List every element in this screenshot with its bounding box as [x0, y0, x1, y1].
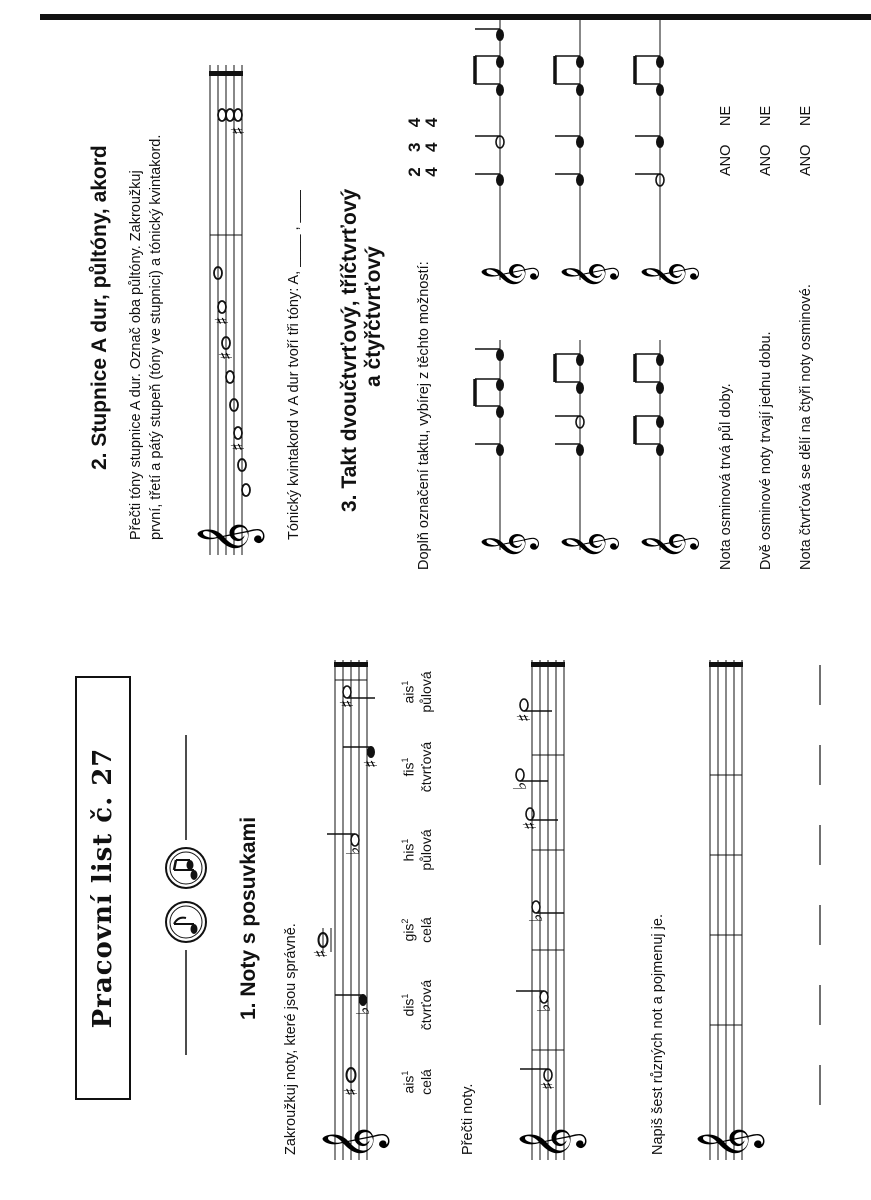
svg-text:♭: ♭ [534, 1003, 555, 1012]
svg-text:♯: ♯ [520, 821, 541, 830]
svg-text:𝄞: 𝄞 [641, 261, 697, 290]
note-label: his$^1$ půlová [400, 829, 434, 871]
svg-text:𝄞: 𝄞 [561, 261, 617, 290]
staff-3-empty[interactable] [680, 660, 860, 1180]
svg-text:♯: ♯ [337, 699, 358, 708]
ex2-chord-prompt: Tónický kvintakord v A dur tvoří tři tóny: A, ____ , ____ [286, 190, 302, 540]
svg-text:𝄞: 𝄞 [481, 261, 537, 290]
svg-text:♭: ♭ [353, 1006, 374, 1015]
question-2: Dvě osminové noty trvají jednu dobu. [758, 331, 774, 570]
svg-text:♯: ♯ [514, 713, 535, 722]
ex2-heading: 2. Stupnice A dur, půltóny, akord [88, 145, 111, 470]
svg-text:♯: ♯ [538, 1081, 559, 1090]
note-label: ais$^1$ půlová [400, 671, 434, 713]
answer-yes[interactable]: ANO [718, 144, 734, 176]
ex3-heading-1: 3. Takt dvoučtvrťový, tříčtvrťový [338, 188, 361, 512]
svg-text:♯: ♯ [228, 442, 249, 451]
read-instruction: Přečti noty. [460, 1083, 476, 1155]
ex1-heading: 1. Noty s posuvkami [237, 816, 260, 1020]
svg-text:♯: ♯ [341, 1087, 362, 1096]
treble-clef-icon: 𝄞 [322, 1126, 387, 1160]
eighth-pair-icon [166, 848, 206, 888]
treble-clef-icon: 𝄞 [197, 521, 262, 555]
ex1-instruction: Zakroužkuj noty, které jsou správně. [283, 923, 299, 1155]
ex3-heading-2: a čtyřčtvrťový [362, 246, 385, 387]
note-label: fis$^1$ čtvrťová [400, 741, 434, 793]
rhythm-exercises [455, 20, 700, 580]
svg-text:♯: ♯ [228, 126, 249, 135]
svg-text:♭: ♭ [510, 781, 531, 790]
svg-text:𝄞: 𝄞 [561, 531, 617, 560]
svg-text:𝄞: 𝄞 [641, 531, 697, 560]
staff-1 [305, 660, 395, 1180]
ex2-instruction-1: Přečti tóny stupnice A dur. Označ oba půltóny. Zakroužkuj [128, 170, 144, 540]
question-3: Nota čtvrťová se dělí na čtyři noty osminové. [798, 284, 814, 570]
svg-text:♯: ♯ [361, 759, 382, 768]
note-icons-row [160, 735, 220, 1055]
answer-no[interactable]: NE [718, 105, 734, 126]
note-label: dis$^1$ čtvrťová [400, 979, 434, 1031]
svg-text:♯: ♯ [311, 949, 332, 958]
ex2-instruction-2: první, třetí a pátý stupeň (tóny ve stupnici) a tónický kvintakord. [148, 134, 164, 540]
time-signature-options: 2 4 3 4 4 4 [405, 117, 441, 177]
ex3-instruction: Doplň označení taktu, vybírej z těchto možností: [416, 261, 432, 570]
svg-text:♭: ♭ [343, 846, 364, 855]
sheet-title: Pracovní list č. 27 [88, 747, 118, 1029]
rhythm-row [635, 20, 699, 560]
sheet-title-box [75, 676, 131, 1100]
svg-text:𝄞: 𝄞 [481, 531, 537, 560]
rhythm-row [555, 20, 619, 560]
question-1: Nota osminová trvá půl doby. [718, 383, 734, 570]
answer-no[interactable]: NE [758, 105, 774, 126]
treble-clef-icon: 𝄞 [697, 1126, 762, 1160]
svg-text:♯: ♯ [212, 316, 233, 325]
write-instruction: Napiš šest různých not a pojmenuj je. [650, 914, 666, 1155]
note-label: ais$^1$ celá [400, 1069, 434, 1095]
a-major-scale-staff [180, 60, 270, 565]
treble-clef-icon: 𝄞 [519, 1126, 584, 1160]
svg-text:♯: ♯ [216, 351, 237, 360]
eighth-note-icon [166, 902, 206, 942]
staff-2 [492, 660, 592, 1180]
answer-yes[interactable]: ANO [758, 144, 774, 176]
note-label: gis$^2$ celá [400, 917, 434, 943]
rhythm-row [475, 20, 539, 560]
svg-text:♭: ♭ [526, 913, 547, 922]
answer-yes[interactable]: ANO [798, 144, 814, 176]
answer-no[interactable]: NE [798, 105, 814, 126]
